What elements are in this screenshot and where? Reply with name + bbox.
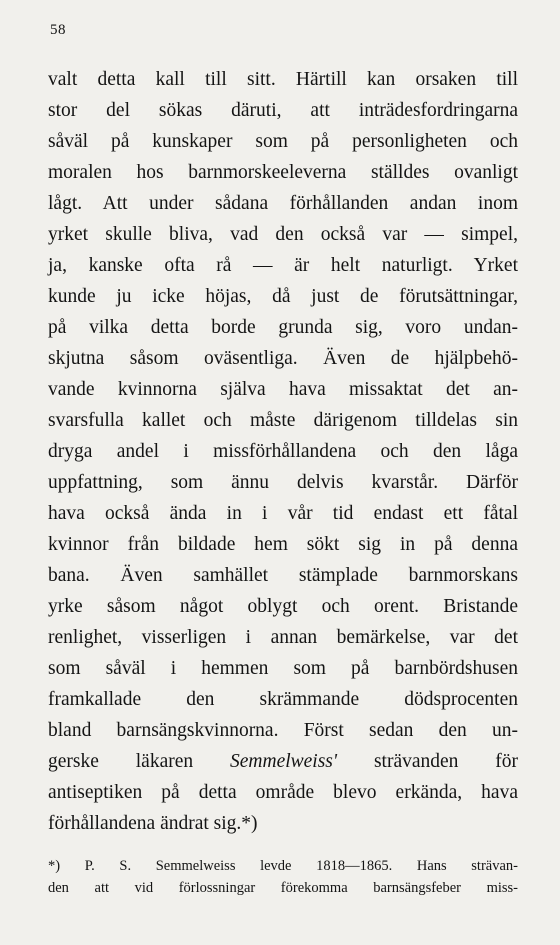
text-line: valt detta kall till sitt. Härtill kan orsaken till <box>48 69 518 90</box>
text-line: såväl på kunskaper som på personligheten och <box>48 131 518 152</box>
text-line: svarsfulla kallet och måste därigenom tilldelas sin <box>48 410 518 431</box>
text-line: renlighet, visserligen i annan bemärkelse, var det <box>48 627 518 648</box>
text-line: stor del sökas däruti, att inträdesfordringarna <box>48 100 518 121</box>
footnote-line: *) P. S. Semmelweiss levde 1818—1865. Hans strävan- <box>48 858 518 874</box>
text-line: kunde ju icke höjas, då just de förutsättningar, <box>48 286 518 307</box>
text-line: på vilka detta borde grunda sig, voro undan- <box>48 317 518 338</box>
text-line: framkallade den skrämmande dödsprocenten <box>48 689 518 710</box>
footnote-line: den att vid förlossningar förekomma barnsängsfeber miss- <box>48 880 518 896</box>
text-line: yrke såsom något oblygt och orent. Bristande <box>48 596 518 617</box>
text-line: lågt. Att under sådana förhållanden andan inom <box>48 193 518 214</box>
text-line: hava också ända in i vår tid endast ett fåtal <box>48 503 518 524</box>
text-line: som såväl i hemmen som på barnbördshusen <box>48 658 518 679</box>
text-segment: strävanden för <box>337 751 518 772</box>
footnote <box>48 855 518 899</box>
text-line: dryga andel i missförhållandena och den låga <box>48 441 518 462</box>
body-text <box>48 64 518 839</box>
text-line: moralen hos barnmorskeeleverna ställdes ovanligt <box>48 162 518 183</box>
paragraph-last-line: förhållandena ändrat sig.*) <box>48 813 258 834</box>
text-line: bland barnsängskvinnorna. Först sedan den un- <box>48 720 518 741</box>
text-line-with-italic <box>48 746 518 777</box>
text-line: uppfattning, som ännu delvis kvarstår. Därför <box>48 472 518 493</box>
text-line: antiseptiken på detta område blevo erkända, hava <box>48 782 518 803</box>
text-line: kvinnor från bildade hem sökt sig in på denna <box>48 534 518 555</box>
text-line: yrket skulle bliva, vad den också var — simpel, <box>48 224 518 245</box>
text-line: skjutna såsom oväsentliga. Även de hjälpbehö- <box>48 348 518 369</box>
text-line: ja, kanske ofta rå — är helt naturligt. Yrket <box>48 255 518 276</box>
page-number: 58 <box>50 22 66 38</box>
text-line: vande kvinnorna själva hava missaktat det an- <box>48 379 518 400</box>
text-line: bana. Även samhället stämplade barnmorskans <box>48 565 518 586</box>
text-segment: gerske läkaren <box>48 751 230 772</box>
italic-name: Semmelweiss' <box>230 751 338 772</box>
